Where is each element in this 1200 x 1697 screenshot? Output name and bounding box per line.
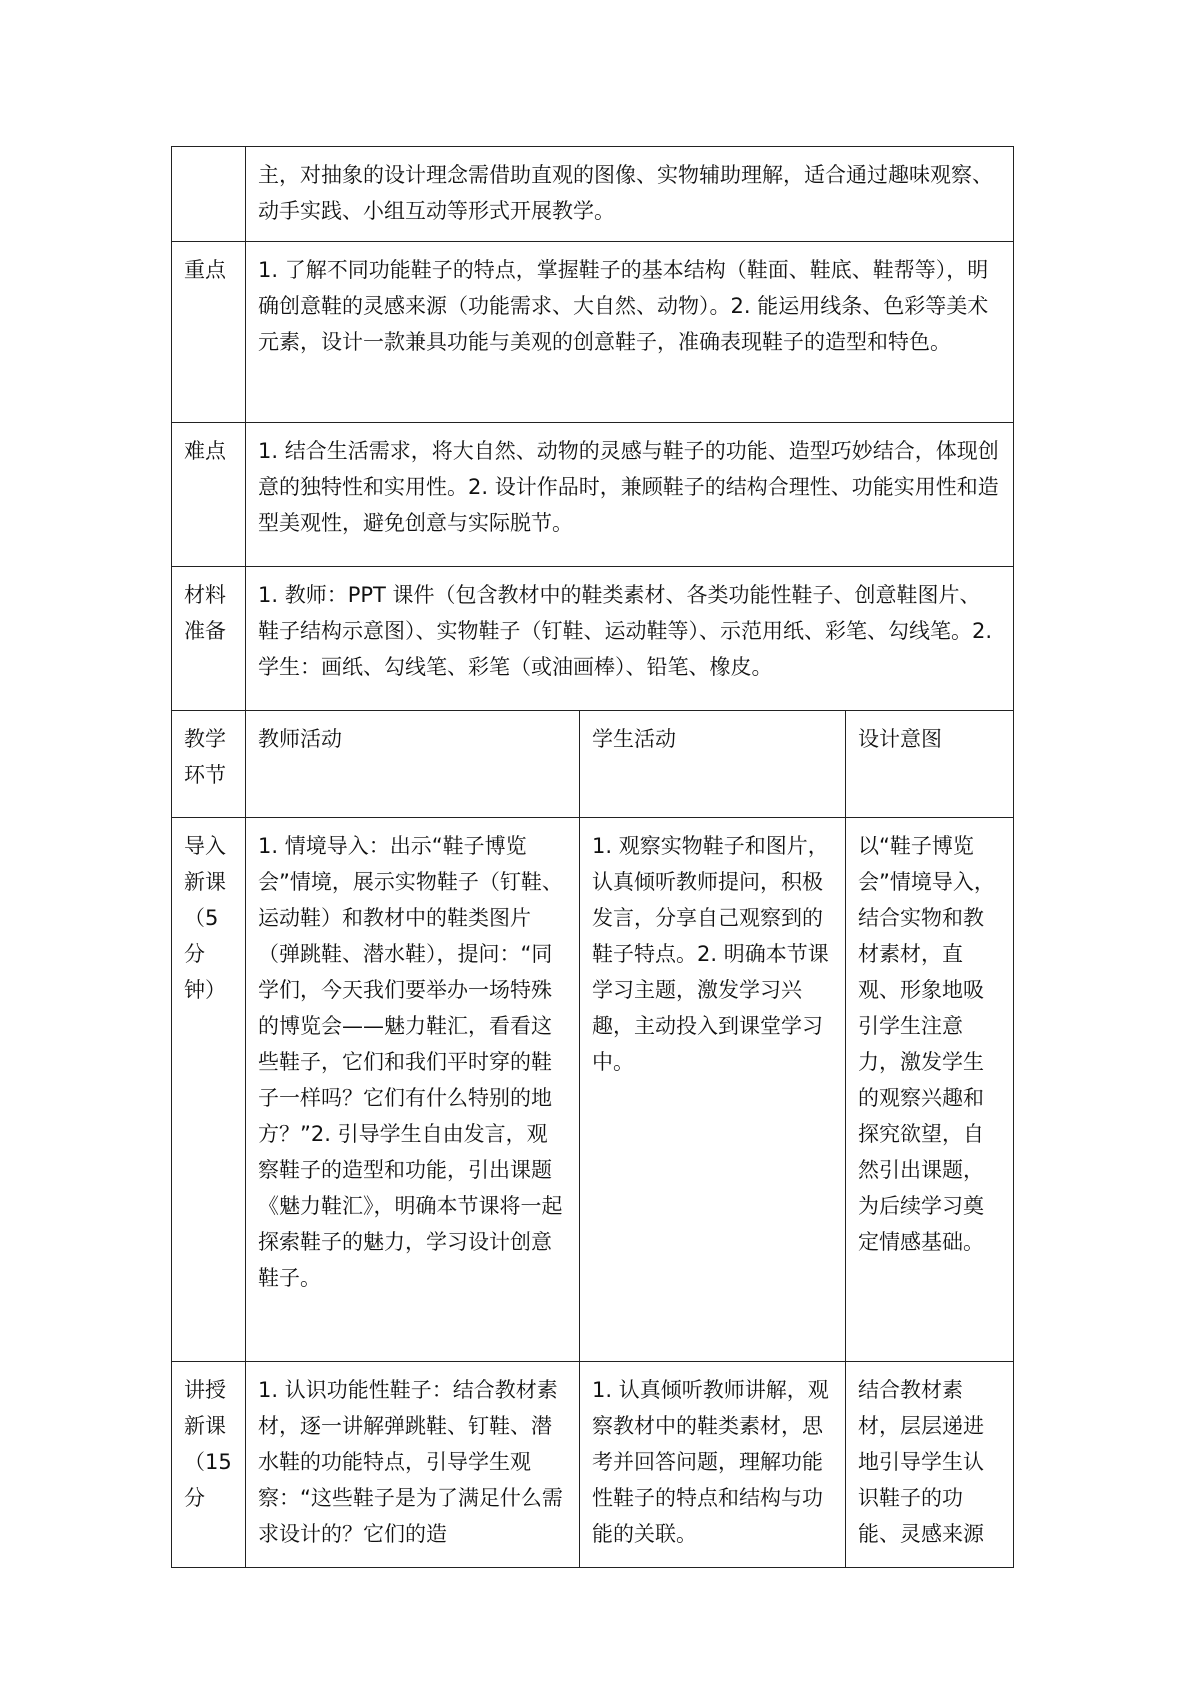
table-row xyxy=(172,147,1014,242)
student-activity-cell: 1. 认真倾听教师讲解，观察教材中的鞋类素材，思考并回答问题，理解功能性鞋子的特点和结构与功能的关联。 xyxy=(580,1362,846,1568)
row-content: 1. 了解不同功能鞋子的特点，掌握鞋子的基本结构（鞋面、鞋底、鞋帮等），明确创意鞋的灵感来源（功能需求、大自然、动物）。2. 能运用线条、色彩等美术元素，设计一款兼具功能与美观的创意鞋子，准确表现鞋子的造型和特色。 xyxy=(246,242,1014,423)
header-teacher: 教师活动 xyxy=(246,711,580,818)
row-content: 1. 教师：PPT 课件（包含教材中的鞋类素材、各类功能性鞋子、创意鞋图片、鞋子结构示意图）、实物鞋子（钉鞋、运动鞋等）、示范用纸、彩笔、勾线笔。2. 学生：画纸、勾线笔、彩笔（或油画棒）、铅笔、橡皮。 xyxy=(246,567,1014,711)
header-stage: 教学环节 xyxy=(172,711,246,818)
row-label xyxy=(172,147,246,242)
design-intent-cell: 结合教材素材，层层递进地引导学生认识鞋子的功能、灵感来源 xyxy=(846,1362,1014,1568)
table-row xyxy=(172,818,1014,1362)
teacher-activity-cell: 1. 认识功能性鞋子：结合教材素材，逐一讲解弹跳鞋、钉鞋、潜水鞋的功能特点，引导学生观察：“这些鞋子是为了满足什么需求设计的？它们的造 xyxy=(246,1362,580,1568)
table-row xyxy=(172,1362,1014,1568)
stage-cell: 导入新课（5分钟） xyxy=(172,818,246,1362)
design-intent-cell: 以“鞋子博览会”情境导入，结合实物和教材素材，直观、形象地吸引学生注意力，激发学生的观察兴趣和探究欲望，自然引出课题，为后续学习奠定情感基础。 xyxy=(846,818,1014,1362)
row-label: 重点 xyxy=(172,242,246,423)
stage-cell: 讲授新课（15分 xyxy=(172,1362,246,1568)
table-row xyxy=(172,567,1014,711)
row-content: 主，对抽象的设计理念需借助直观的图像、实物辅助理解，适合通过趣味观察、动手实践、小组互动等形式开展教学。 xyxy=(246,147,1014,242)
header-student: 学生活动 xyxy=(580,711,846,818)
table-row xyxy=(172,423,1014,567)
table-row xyxy=(172,242,1014,423)
header-intent: 设计意图 xyxy=(846,711,1014,818)
lesson-plan-table xyxy=(171,146,1014,1568)
row-label: 难点 xyxy=(172,423,246,567)
row-content: 1. 结合生活需求，将大自然、动物的灵感与鞋子的功能、造型巧妙结合，体现创意的独特性和实用性。2. 设计作品时，兼顾鞋子的结构合理性、功能实用性和造型美观性，避免创意与实际脱节。 xyxy=(246,423,1014,567)
table-header-row xyxy=(172,711,1014,818)
row-label: 材料准备 xyxy=(172,567,246,711)
student-activity-cell: 1. 观察实物鞋子和图片，认真倾听教师提问，积极发言，分享自己观察到的鞋子特点。2. 明确本节课学习主题，激发学习兴趣，主动投入到课堂学习中。 xyxy=(580,818,846,1362)
teacher-activity-cell: 1. 情境导入：出示“鞋子博览会”情境，展示实物鞋子（钉鞋、运动鞋）和教材中的鞋类图片（弹跳鞋、潜水鞋），提问：“同学们，今天我们要举办一场特殊的博览会——魅力鞋汇，看看这些鞋子，它们和我们平时穿的鞋子一样吗？它们有什么特别的地方？”2. 引导学生自由发言，观察鞋子的造型和功能，引出课题《魅力鞋汇》，明确本节课将一起探索鞋子的魅力，学习设计创意鞋子。 xyxy=(246,818,580,1362)
